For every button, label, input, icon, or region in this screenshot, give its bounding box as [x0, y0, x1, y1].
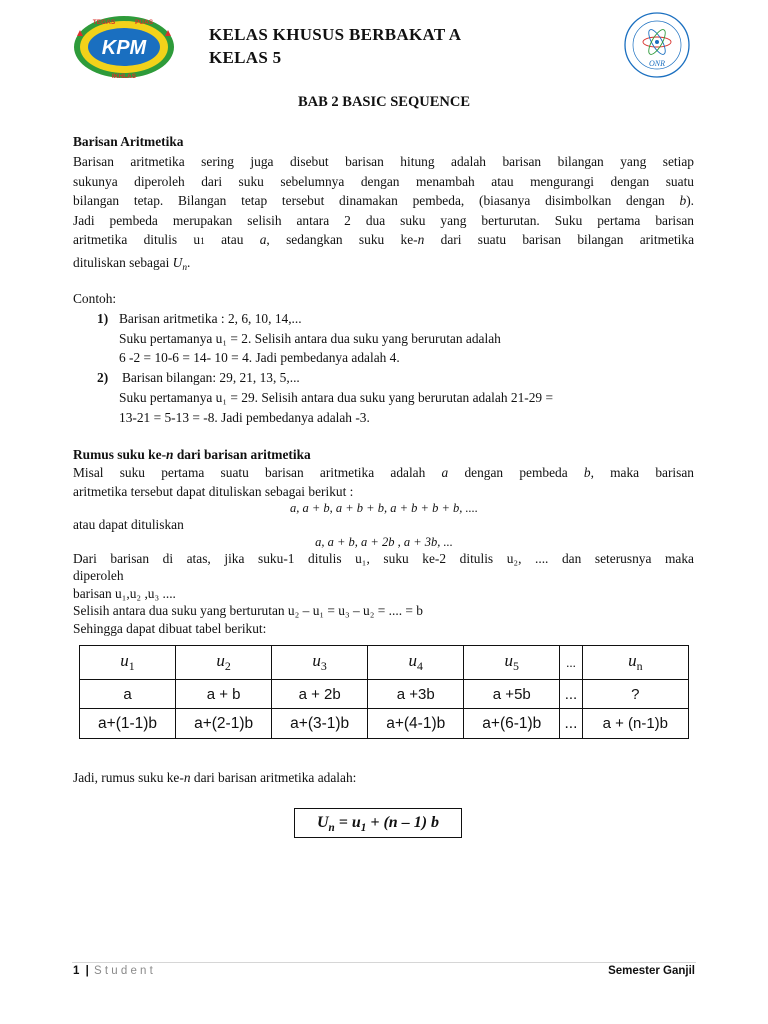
text: u: [504, 651, 514, 670]
text: dari barisan aritmetika adalah:: [190, 770, 357, 785]
text: 1: [360, 822, 367, 834]
table-cell: a: [80, 680, 176, 709]
onr-logo: [622, 10, 692, 80]
section2-line4: Dari barisan di atas, jika suku-1 ditulis u₁, suku ke-2 ditulis u₂, .... dan seterusnya maka: [73, 551, 694, 566]
footer-divider: [72, 962, 696, 963]
table-cell: ...: [560, 709, 582, 739]
text: .: [187, 254, 191, 270]
text: ).: [686, 193, 694, 209]
kpm-logo: [70, 12, 178, 82]
example2-line1: Barisan bilangan: 29, 21, 13, 5,...: [122, 370, 300, 385]
table-header-cell: [80, 646, 176, 680]
text: n: [636, 659, 643, 673]
table-row: [80, 709, 689, 739]
text: aritmetika ditulis u: [73, 232, 201, 248]
text: 1: [128, 659, 135, 673]
example1-line1: Barisan aritmetika : 2, 6, 10, 14,...: [119, 311, 302, 326]
table-header-row: [80, 646, 689, 680]
example1-number: 1): [97, 311, 109, 326]
section2-line1: [73, 463, 694, 483]
text: dituliskan sebagai: [73, 254, 173, 270]
text: u: [312, 651, 321, 670]
table-cell: a + b: [176, 680, 272, 709]
kpm-logo-center-text: KPM: [101, 37, 147, 59]
formula1: a, a + b, a + b + b, a + b + b + b, ....: [289, 501, 479, 515]
text: bilangan tetap. Bilangan tetap tersebut dinamakan pembeda, (biasanya disimbolkan dengan: [73, 193, 680, 209]
table-cell: a +3b: [368, 680, 464, 709]
page-number: 1: [73, 965, 80, 977]
section2-line6: barisan u₁,u₂ ,u₃ ....: [73, 586, 176, 601]
text: + (n – 1) b: [366, 814, 440, 831]
text: a: [259, 232, 267, 248]
table-cell: a+(6-1)b: [464, 709, 560, 739]
text: u: [216, 651, 225, 670]
text: dari suatu barisan bilangan aritmetika: [424, 232, 695, 248]
chapter-title: BAB 2 BASIC SEQUENCE: [297, 94, 471, 110]
kpm-logo-top-text-2: PUAS: [134, 19, 154, 26]
text: a: [441, 465, 449, 480]
table-cell: a+(3-1)b: [272, 709, 368, 739]
example1-line2: Suku pertamanya u₁ = 2. Selisih antara dua suku yang berurutan adalah: [119, 331, 501, 346]
table-row: [80, 680, 689, 709]
text: 1: [200, 237, 205, 248]
text: Misal suku pertama suatu barisan aritmetika adalah: [73, 465, 442, 480]
section2-line3: atau dapat dituliskan: [73, 517, 184, 532]
text: n: [328, 822, 335, 834]
formula2: a, a + b, a + 2b , a + 3b, ...: [315, 535, 453, 549]
table-cell: a + (n-1)b: [582, 709, 688, 739]
footer-left: [73, 965, 153, 977]
text: , sedangkan suku ke-: [266, 232, 418, 248]
text: 2: [224, 659, 231, 673]
example2-line3: 13-21 = 5-13 = -8. Jadi pembedanya adalah -3.: [119, 410, 370, 425]
text: u: [408, 651, 417, 670]
section2-line7: Selisih antara dua suku yang berturutan u₂ – u₁ = u₃ – u₂ = .... = b: [73, 603, 424, 618]
kpm-logo-graphic: [70, 12, 178, 82]
section2-line5: diperoleh: [73, 568, 124, 583]
text: dari barisan aritmetika: [173, 447, 311, 462]
para-line: [73, 191, 694, 211]
section2-line2: aritmetika tersebut dapat dituliskan sebagai berikut :: [73, 484, 354, 499]
text: n: [183, 770, 191, 785]
para-line: Jadi pembeda merupakan selisih antara 2 dua suku yang berturutan. Suku pertama barisan: [73, 212, 694, 228]
table-header-cell: [464, 646, 560, 680]
table-cell: ?: [582, 680, 688, 709]
onr-logo-text: ONR: [649, 59, 665, 68]
para-line: [73, 230, 694, 253]
text: n: [182, 262, 188, 273]
text: U: [316, 814, 329, 831]
table-cell: a +5b: [464, 680, 560, 709]
text: atau: [204, 232, 260, 248]
table-header-cell: [272, 646, 368, 680]
header-title-line1: KELAS KHUSUS BERBAKAT A: [209, 25, 462, 44]
table-header-cell: [176, 646, 272, 680]
table-cell: a + 2b: [272, 680, 368, 709]
section1-heading: Barisan Aritmetika: [73, 134, 184, 149]
example2-number: 2): [97, 370, 109, 385]
text: n: [166, 447, 174, 462]
table-header-cell: [368, 646, 464, 680]
table-header-cell: [560, 646, 582, 680]
example1-line3: 6 -2 = 10-6 = 14- 10 = 4. Jadi pembedanya adalah 4.: [119, 350, 400, 365]
table-header-cell: [582, 646, 688, 680]
text: 4: [416, 659, 423, 673]
text: u: [628, 651, 637, 670]
table-cell: ...: [560, 680, 582, 709]
conclusion-text: [73, 768, 356, 788]
kpm-logo-top-text: TEGAS: [92, 19, 116, 26]
para-line: [73, 253, 694, 279]
section2-line8: Sehingga dapat dibuat tabel berikut:: [73, 621, 267, 636]
para-line: Barisan aritmetika sering juga disebut barisan hitung adalah barisan bilangan yang setiap: [73, 154, 694, 169]
text: 3: [320, 659, 327, 673]
formula-box: [294, 808, 462, 838]
footer-semester: Semester Ganjil: [608, 965, 695, 977]
sequence-table: [79, 645, 689, 739]
text: U: [172, 254, 183, 270]
kpm-logo-bottom-text: IKHLAS: [111, 73, 137, 80]
text: Rumus suku ke-: [73, 447, 167, 462]
table-cell: a+(1-1)b: [80, 709, 176, 739]
example2-line2: Suku pertamanya u₁ = 29. Selisih antara dua suku yang berurutan adalah 21-29 =: [119, 390, 554, 405]
table-cell: a+(4-1)b: [368, 709, 464, 739]
footer-separator: |: [85, 965, 89, 977]
text: 5: [513, 659, 519, 673]
text: dengan pembeda: [448, 465, 584, 480]
text: b: [583, 465, 591, 480]
text: u: [120, 651, 129, 670]
text: , maka barisan: [590, 465, 694, 480]
examples-label: Contoh:: [73, 291, 117, 306]
section2-heading: [73, 445, 311, 465]
text: Jadi, rumus suku ke-: [73, 770, 184, 785]
header-title-line2: KELAS 5: [209, 48, 282, 67]
section1-paragraph: [73, 152, 694, 279]
table-cell: a+(2-1)b: [176, 709, 272, 739]
text: = u: [334, 814, 361, 831]
text: ...: [566, 654, 576, 670]
footer-student-label: S t u d e n t: [94, 965, 153, 977]
para-line: sukunya diperoleh dari suku sebelumnya dengan menambah atau mengurangi dengan suatu: [73, 173, 694, 189]
onr-logo-graphic: [622, 10, 692, 80]
text: n: [417, 232, 425, 248]
text: b: [679, 193, 687, 209]
